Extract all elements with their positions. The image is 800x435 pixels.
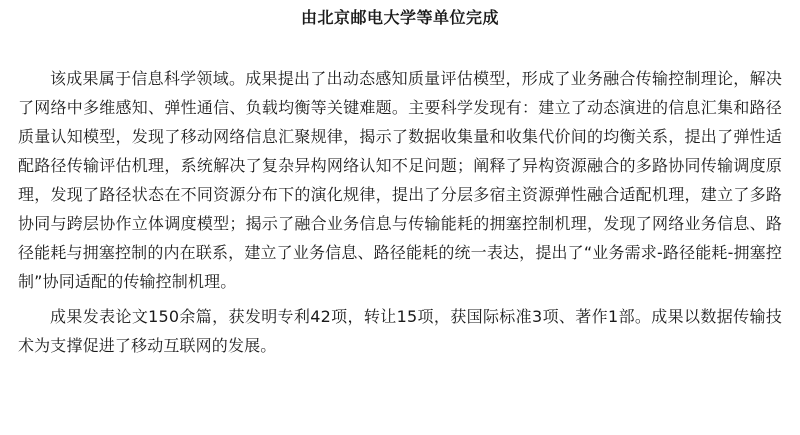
document-title: 由北京邮电大学等单位完成 — [300, 8, 499, 27]
paragraph-main-findings: 该成果属于信息科学领域。成果提出了出动态感知质量评估模型，形成了业务融合传输控制理论，解决了网络中多维感知、弹性通信、负载均衡等关键难题。主要科学发现有：建立了动态演进的信息汇集和路径质量认知模型，发现了移动网络信息汇聚规律，揭示了数据收集量和收集代价间的均衡关系，提出了弹性适配路径传输评估机理，系统解决了复杂异构网络认知不足问题；阐释了异构资源融合的多路协同传输调度原理，发现了路径状态在不同资源分布下的演化规律，提出了分层多宿主资源弹性融合适配机理，建立了多路协同与跨层协作立体调度模型；揭示了融合业务信息与传输能耗的拥塞控制机理，发现了网络业务信息、路径能耗与拥塞控制的内在联系，建立了业务信息、路径能耗的统一表达，提出了“业务需求-路径能耗-拥塞控制”协同适配的传输控制机理。 — [18, 69, 782, 291]
paragraph-achievements: 成果发表论文150余篇，获发明专利42项，转让15项，获国际标准3项、著作1部。成果以数据传输技术为支撑促进了移动互联网的发展。 — [18, 307, 782, 355]
